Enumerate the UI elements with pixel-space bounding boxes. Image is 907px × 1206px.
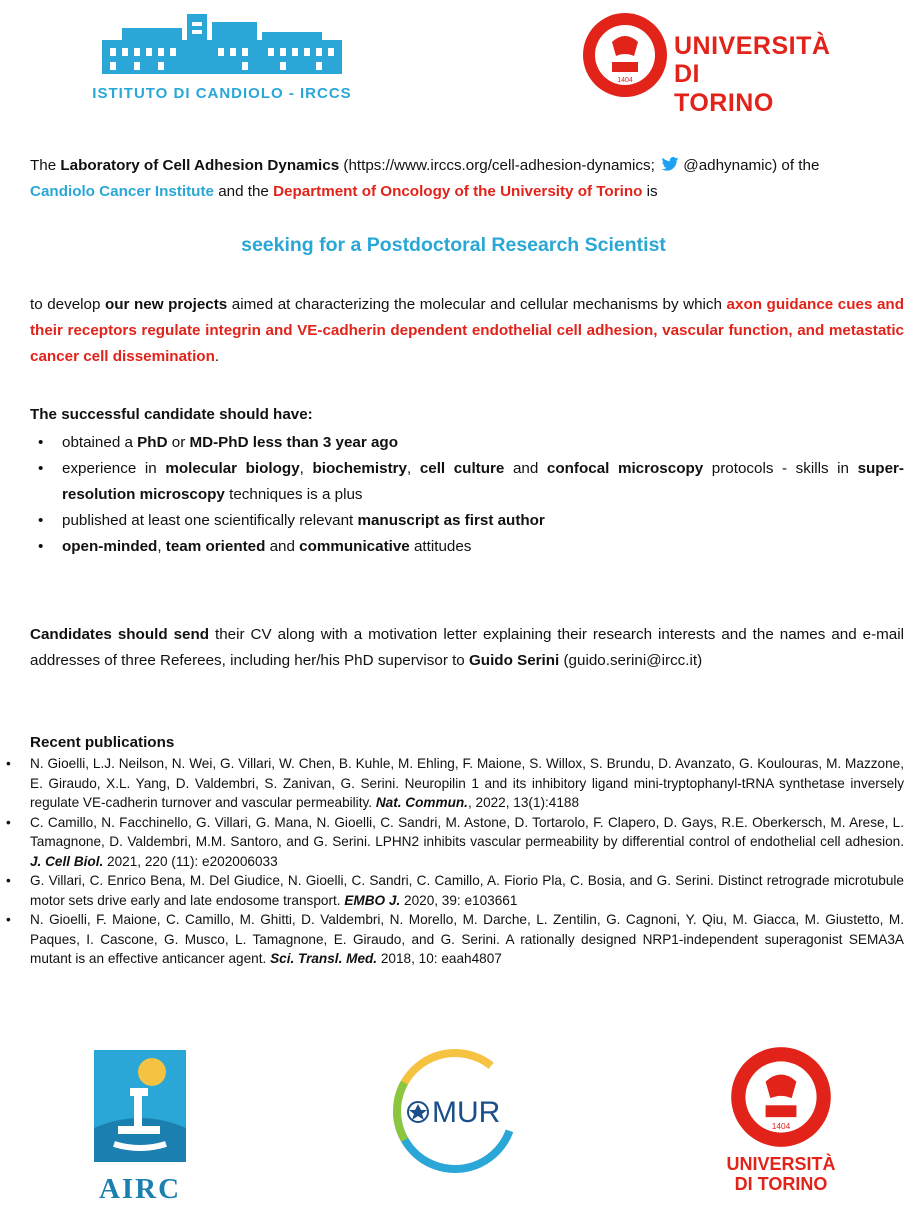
- seal-year: 1404: [617, 77, 633, 84]
- projects-end: .: [214, 348, 220, 365]
- r4-e: communicative: [299, 538, 410, 555]
- projects-lead: to develop: [30, 296, 105, 313]
- airc-microscope-icon: [90, 1048, 190, 1166]
- r3-a: published at least one scientifically relevant: [62, 512, 358, 529]
- intro-text: The: [30, 157, 61, 174]
- requirement-item: [38, 534, 904, 560]
- unito-footer-seal-icon: [730, 1046, 832, 1148]
- publication-item: [6, 754, 904, 813]
- intro-paragraph: [30, 153, 904, 205]
- unito-logo-header: [582, 12, 831, 117]
- contact-name: Guido Serini: [468, 652, 560, 669]
- publication-item: [6, 910, 904, 969]
- publication-journal: Nat. Commun.: [375, 795, 468, 810]
- footer-seal-year: 1404: [771, 1121, 791, 1132]
- projects-topic: axon guidance cues and their receptors regulate integrin and VE-cadherin dependent endothelial cell adhesion, vascular function, and metastatic cancer cell dissemination: [30, 296, 904, 365]
- contact-email-link[interactable]: (guido.serini@ircc.it): [559, 652, 703, 669]
- unito-logo-footer: [726, 1046, 836, 1196]
- unito-word1: UNIVERSITÀ: [674, 32, 831, 60]
- publication-authors: C. Camillo, N. Facchinello, G. Villari, G. Mana, N. Gioelli, C. Sandri, M. Astone, D. Tortarolo, F. Clapero, D. Gays, R.E. Oberkersch, M. Arese, L. Tamagnone, D. Valdembri, M.M. Santoro, and G. Serini. LPHN2 inhibits vascular permeability by differential control of endothelial cell adhesion.: [30, 814, 904, 849]
- publications-list: [6, 754, 904, 969]
- headline: seeking for a Postdoctoral Research Scientist: [241, 234, 666, 256]
- requirements-list: [38, 430, 904, 560]
- r1-d: MD-PhD less than 3 year ago: [189, 434, 398, 451]
- publication-item: [6, 871, 904, 910]
- candiolo-building-icon: [92, 10, 352, 76]
- publication-journal: Sci. Transl. Med.: [270, 951, 378, 966]
- requirements-heading: The successful candidate should have:: [30, 406, 313, 423]
- r4-c: team oriented: [165, 538, 266, 555]
- publication-details: 2021, 220 (11): e202006033: [103, 853, 278, 869]
- projects-mid: aimed at characterizing the molecular and cellular mechanisms by which: [227, 296, 727, 313]
- r3-b: manuscript as first author: [357, 512, 545, 529]
- mur-text: MUR: [432, 1096, 501, 1129]
- r2-c: ,: [299, 460, 313, 477]
- publication-journal: J. Cell Biol.: [30, 853, 104, 869]
- lab-url: (https://www.irccs.org/cell-adhesion-dynamics;: [339, 157, 660, 174]
- apply-lead: Candidates should send: [30, 626, 210, 643]
- new-projects: our new projects: [105, 296, 228, 313]
- r4-a: open-minded: [62, 538, 158, 555]
- r2-d: biochemistry: [312, 460, 407, 477]
- apply-paragraph: [30, 622, 904, 674]
- department-name: Department of Oncology of the University of Torino: [273, 183, 643, 200]
- requirement-item: [38, 456, 904, 508]
- r2-e: ,: [407, 460, 420, 477]
- projects-paragraph: [30, 292, 904, 370]
- twitter-handle: @adhynamic) of the: [679, 157, 820, 174]
- r2-b: molecular biology: [165, 460, 300, 477]
- r1-a: obtained a: [62, 434, 138, 451]
- r4-d: and: [265, 538, 300, 555]
- mur-logo: [388, 1044, 522, 1178]
- publication-details: 2018, 10: eaah4807: [377, 951, 502, 966]
- publication-item: [6, 813, 904, 872]
- intro-is: is: [642, 183, 658, 200]
- publication-authors: N. Gioelli, L.J. Neilson, N. Wei, G. Villari, W. Chen, B. Kuhle, M. Ehling, F. Maione, S. Willox, S. Brundu, D. Avanzato, G. Koulouras, M. Mazzone, E. Giraudo, X.L. Yang, D. Valdembri, S. Zanivan, G. Serini. Neuropilin 1 and its inhibitory ligand mini-tryptophanyl-tRNA synthetase inversely regulate VE-cadherin turnover and vascular permeability.: [30, 756, 904, 810]
- candiolo-logo-text: ISTITUTO DI CANDIOLO - IRCCS: [92, 85, 352, 102]
- twitter-icon: [661, 157, 679, 171]
- unito-word2: DI TORINO: [674, 60, 774, 117]
- airc-logo: [90, 1048, 190, 1205]
- r2-a: experience in: [62, 460, 166, 477]
- r4-f: attitudes: [409, 538, 472, 555]
- r2-i: protocols - skills in: [703, 460, 858, 477]
- r1-b: PhD: [137, 434, 168, 451]
- r1-c: or: [167, 434, 190, 451]
- lab-name: Laboratory of Cell Adhesion Dynamics: [60, 157, 340, 174]
- institute-name: Candiolo Cancer Institute: [30, 183, 214, 200]
- publication-details: 2020, 39: e103661: [400, 892, 518, 908]
- r2-f: cell culture: [419, 460, 505, 477]
- unito-footer-word1: UNIVERSITÀ: [726, 1154, 836, 1174]
- publication-journal: EMBO J.: [344, 892, 401, 908]
- candiolo-logo: [92, 10, 352, 100]
- airc-text: AIRC: [98, 1173, 182, 1205]
- unito-seal-icon: [582, 12, 668, 98]
- requirement-item: [38, 430, 904, 456]
- publications-heading: Recent publications: [30, 734, 175, 751]
- r2-k: techniques is a plus: [224, 486, 363, 503]
- publication-authors: G. Villari, C. Enrico Bena, M. Del Giudice, N. Gioelli, C. Sandri, C. Camillo, A. Fiorio Pla, C. Bosia, and G. Serini. Distinct retrograde microtubule motor sets drive early and late endosome transport.: [30, 873, 904, 908]
- apply-body: their CV along with a motivation letter explaining their research interests and the names and e-mail addresses of three Referees, including her/his PhD supervisor to: [30, 626, 904, 669]
- r4-b: ,: [157, 538, 166, 555]
- publication-authors: N. Gioelli, F. Maione, C. Camillo, M. Ghitti, D. Valdembri, N. Morello, M. Darche, L. Zentilin, G. Cagnoni, Y. Qiu, M. Giacca, M. Giustetto, M. Paques, I. Cascone, G. Musco, L. Tamagnone, E. Giraudo, and G. Serini. A rationally designed NRP1-independent superagonist SEMA3A mutant is an effective anticancer agent.: [30, 912, 904, 966]
- publication-details: , 2022, 13(1):4188: [467, 795, 580, 810]
- r2-h: confocal microscopy: [546, 460, 704, 477]
- intro-and: and the: [213, 183, 274, 200]
- requirement-item: [38, 508, 904, 534]
- r2-j: super-resolution microscopy: [62, 460, 904, 503]
- r2-g: and: [504, 460, 547, 477]
- unito-footer-word2: DI TORINO: [734, 1174, 828, 1194]
